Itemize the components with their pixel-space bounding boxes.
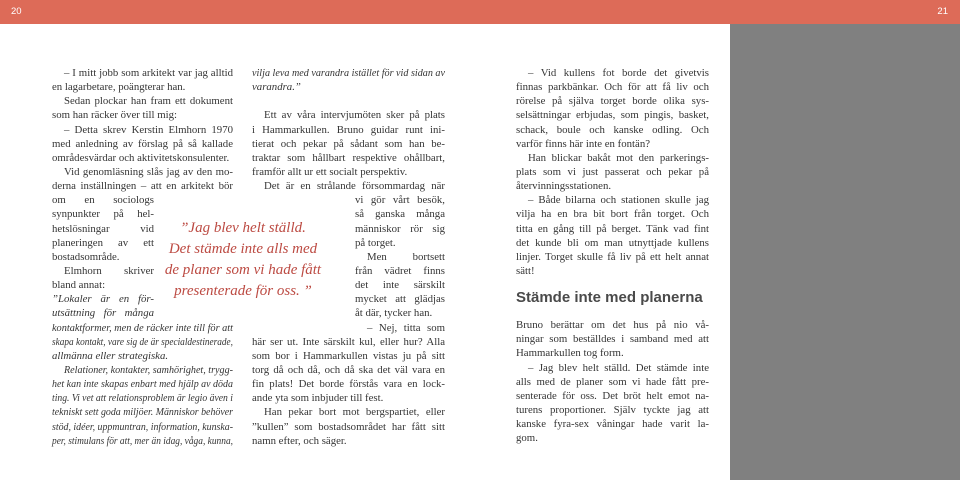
section-heading: Stämde inte med planerna — [516, 289, 703, 307]
text-line: vilja ha en bra bit bort från torget. Och — [516, 208, 709, 221]
text-line: senterade för oss. Det bröt helt emot na- — [516, 389, 709, 402]
text-line: synpunkter på hel- — [52, 208, 154, 221]
text-line: Bruno berättar om det hus på nio vå- — [516, 319, 709, 332]
text-line: här ser ut. Inte särskilt kul, eller hur? Alla — [252, 335, 445, 348]
text-line: selsättningar erbjudas, som pingis, basket, — [516, 109, 709, 122]
text-line: åt där, tycker han. — [355, 307, 433, 320]
text-line: Men bortsett — [367, 250, 445, 263]
text-line: Ett av våra intervjumöten sker på plats — [264, 109, 445, 122]
text-line: en lagarbetare, poängterar han. — [52, 81, 186, 94]
text-line: framför allt ur ett socialt perspektiv. — [252, 165, 408, 178]
text-line: som han räcker över till mig: — [52, 109, 178, 122]
text-line: turens proportioner. Själv tyckte jag att — [516, 403, 709, 416]
text-line: – Jag blev helt ställd. Det stämde inte — [528, 361, 709, 374]
text-line: med anledning av förslag på så kallade — [52, 137, 233, 150]
text-line: – Både bilarna och stationen skulle jag — [528, 194, 709, 207]
page-number-right: 21 — [937, 6, 948, 17]
text-line: Vid genomläsning slås jag av den mo- — [64, 165, 233, 178]
text-line: – Nej, titta som — [367, 321, 445, 334]
text-line: sätt! — [516, 264, 535, 277]
text-line: Relationer, kontakter, samhörighet, trygg- — [64, 363, 233, 376]
text-line: varandra.” — [252, 81, 301, 94]
text-line: från vädret finns — [355, 264, 445, 277]
text-line: tekniskt sett goda miljöer. Människor behöver — [52, 406, 233, 419]
text-line: hetslösningar vid — [52, 222, 154, 235]
text-line: mycket att glädjas — [355, 293, 445, 306]
text-line: varför finns här inte en fontän? — [516, 137, 651, 150]
text-line: som bor i Hammarkullen vistas ju på sitt — [252, 349, 445, 362]
text-line: – Detta skrev Kerstin Elmhorn 1970 — [64, 123, 233, 136]
text-line: planeringen av ett — [52, 236, 154, 249]
text-line: det kunde bli om man utnyttjade kullens — [516, 236, 709, 249]
column-3-lower-text — [516, 318, 709, 445]
text-line: bostadsområde. — [52, 250, 120, 263]
pull-quote-line: ”Jag blev helt ställd. — [180, 219, 306, 236]
text-line: torg då och då, och då ska det väl vara en — [252, 363, 445, 376]
text-line: – I mitt jobb som arkitekt var jag alltid — [64, 67, 233, 79]
text-line: traktar som hållbart respektive ohållbart, — [252, 151, 445, 164]
text-line: per, stimulans för att, mer än idag, våga, kunna, — [52, 434, 233, 447]
text-line: människor rör sig — [355, 222, 445, 235]
text-line: rörelse på själva torget borde olika sys- — [516, 95, 709, 108]
text-line: allmänna eller strategiska. — [52, 349, 169, 362]
text-line: vilja leva med varandra istället för vid sidan av — [252, 67, 445, 79]
text-line: ting. Vi vet att relationsproblem är legio även i — [52, 392, 233, 405]
text-line: områdesvärdar och aktivitetskonsulenter. — [52, 151, 230, 164]
text-line: så ganska många — [355, 208, 445, 221]
text-column-2 — [252, 66, 445, 448]
text-line: Sedan plockar han fram ett dokument — [64, 95, 233, 108]
page-number-left: 20 — [11, 6, 22, 17]
pull-quote-line: presenterade för oss. ” — [174, 282, 312, 299]
text-line: ningar som beställdes i samband med att — [516, 333, 709, 346]
text-column-3 — [516, 66, 709, 445]
text-line: – Vid kullens fot borde det givetvis — [528, 67, 709, 79]
text-line: utsättning för många — [52, 307, 154, 320]
grey-side-panel — [730, 24, 960, 480]
text-line: Han blickar bakåt mot den parkerings- — [528, 151, 709, 164]
text-line: i Hammarkullen. Bruno guidar runt ini- — [252, 123, 445, 136]
column-3-upper-text — [516, 66, 709, 278]
text-line: Hammarkullen tog form. — [516, 347, 624, 360]
text-line: kanske fyra-sex våningar hade varit la- — [516, 418, 709, 431]
header-band — [0, 0, 960, 24]
text-line: linjer. Torget skulle få liv på ett helt annat — [516, 250, 709, 263]
text-line: ”Lokaler är en för- — [52, 293, 154, 306]
pull-quote-line: de planer som vi hade fått — [164, 261, 322, 278]
text-line: finnas parkbänkar. Och för att få liv och — [516, 81, 709, 94]
text-line: gom. — [516, 432, 538, 445]
text-line: skapa kontakt, vare sig de är specialdestinerade, — [52, 335, 233, 348]
text-line: om en sociologs — [52, 194, 154, 207]
text-line: kontaktformer, men de räcker inte till för att — [52, 321, 233, 334]
text-line: fin plats! Det borde förstås vara en lock- — [252, 378, 445, 391]
text-line: titta en gång till på berget. Tänk vad fint — [516, 222, 709, 235]
text-line: återvinningsstationen. — [516, 180, 612, 193]
text-line: vi gör vårt besök, — [355, 194, 445, 207]
text-line: ”kullen” som bostadsområdet har fått sitt — [252, 420, 445, 433]
text-line: ande yta som inbjuder till fest. — [252, 392, 384, 405]
text-line: Elmhorn skriver — [64, 264, 154, 277]
text-line: på torget. — [355, 236, 396, 249]
text-line: stöd, idéer, uppmuntran, information, kunska- — [52, 420, 233, 433]
text-line: plats som vi just passerat och pekar på — [516, 165, 709, 178]
pull-quote-line: Det stämde inte alls med — [168, 240, 318, 257]
text-line: Det är en strålande försommardag när — [264, 180, 445, 193]
text-line: Han pekar bort mot bergspartiet, eller — [264, 406, 445, 419]
text-line: tierat och pekar på sådant som han be- — [252, 137, 445, 150]
text-line: namn efter, och säger. — [252, 434, 347, 447]
text-line: het kan inte skapas enbart med hjälp av döda — [52, 378, 233, 391]
text-line: alls med de planer som vi hade fått pre- — [516, 375, 709, 388]
text-line: det inte särskilt — [355, 279, 445, 292]
text-line: schack, boule och kanske odling. Och — [516, 123, 709, 136]
text-line: bland annat: — [52, 279, 106, 292]
text-line: derna inställningen – att en arkitekt bör — [52, 180, 233, 193]
